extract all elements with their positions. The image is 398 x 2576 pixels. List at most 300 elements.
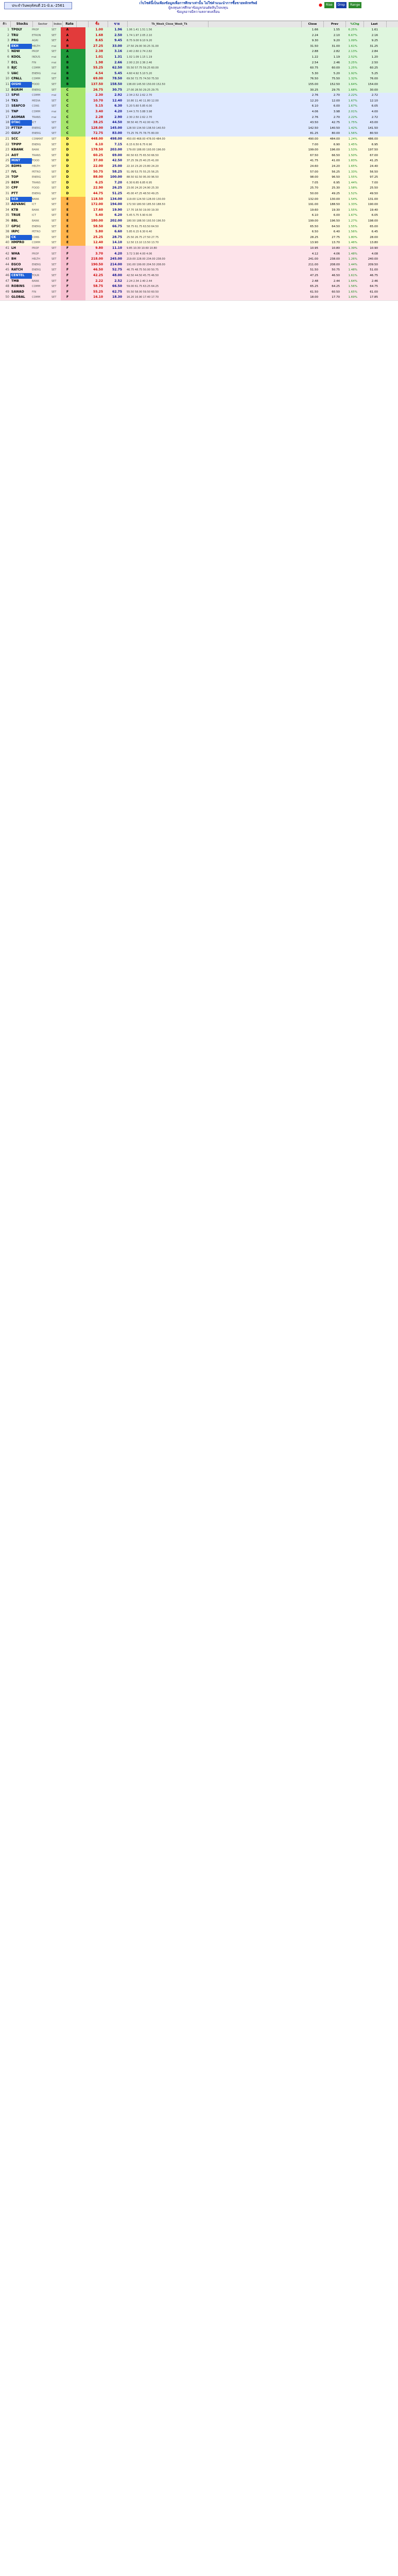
mark-cell bbox=[74, 38, 85, 44]
prev-price: 31.00 bbox=[332, 44, 340, 48]
index-cell: SET bbox=[51, 274, 57, 277]
prev-price: 6.00 bbox=[333, 105, 340, 108]
sell-price: 1.96 bbox=[114, 28, 122, 31]
row-spacer bbox=[204, 273, 297, 279]
row-number: 42 bbox=[5, 251, 9, 256]
stock-symbol: CPF bbox=[11, 186, 18, 190]
col-sector[interactable]: Sector bbox=[33, 21, 53, 27]
close-price: 50.00 bbox=[310, 192, 318, 195]
sell-price: 62.75 bbox=[112, 290, 122, 294]
stock-symbol: UAC bbox=[11, 71, 19, 75]
last-price: 2.16 bbox=[371, 33, 378, 37]
row-number: 43 bbox=[5, 257, 9, 261]
sell-price: 100.00 bbox=[110, 175, 122, 179]
change-percent: 1.83% bbox=[348, 159, 357, 163]
stock-symbol: TRUE bbox=[11, 213, 21, 217]
price-sequence: 60.50 63.75 65.50 66.50 bbox=[127, 154, 159, 157]
mark-cell bbox=[74, 202, 85, 208]
stock-symbol: BEM bbox=[11, 180, 19, 184]
last-price: 28.00 bbox=[370, 235, 378, 239]
rate-cell: D bbox=[61, 191, 74, 197]
buy-price: 50.75 bbox=[93, 170, 103, 174]
sell-price: 245.00 bbox=[110, 257, 122, 261]
mark-cell bbox=[74, 229, 85, 235]
close-price: 1.22 bbox=[312, 56, 318, 59]
price-sequence: 2.24 2.34 2.40 2.44 bbox=[127, 279, 152, 283]
row-spacer bbox=[204, 153, 297, 159]
sell-price: 214.00 bbox=[110, 262, 122, 266]
last-price: 6.05 bbox=[371, 105, 378, 108]
mark-cell bbox=[74, 170, 85, 175]
sell-price: 2.92 bbox=[114, 93, 122, 97]
index-cell: SET bbox=[51, 241, 57, 245]
close-price: 1.66 bbox=[312, 28, 318, 31]
close-price: 4.12 bbox=[312, 252, 318, 256]
mark-cell bbox=[74, 290, 85, 295]
sell-price: 7.20 bbox=[114, 180, 122, 184]
buy-price: 6.25 bbox=[95, 180, 103, 184]
row-number: 5 bbox=[7, 49, 9, 54]
last-price: 80.50 bbox=[370, 132, 378, 135]
stock-symbol: TMB bbox=[11, 279, 19, 283]
row-spacer bbox=[204, 27, 297, 33]
row-number: 13 bbox=[5, 93, 9, 97]
col-no[interactable]: คิว bbox=[0, 21, 11, 27]
row-spacer bbox=[204, 65, 297, 71]
row-spacer bbox=[204, 33, 297, 39]
buy-price: 5.80 bbox=[95, 230, 103, 234]
mark-cell bbox=[74, 240, 85, 246]
row-spacer bbox=[204, 82, 297, 88]
sell-price: 83.00 bbox=[112, 131, 122, 135]
col-buy[interactable]: ซื้อ bbox=[89, 21, 108, 27]
rate-cell: A bbox=[61, 49, 74, 55]
badge-range: Range bbox=[349, 2, 361, 8]
last-price: 6.45 bbox=[371, 230, 378, 234]
rate-cell: F bbox=[61, 257, 74, 262]
stock-symbol: IRPC bbox=[11, 230, 20, 234]
sector-cell: CONS bbox=[32, 105, 40, 108]
row-number: 26 bbox=[5, 164, 9, 168]
close-price: 6.10 bbox=[312, 214, 318, 217]
mark-cell bbox=[74, 109, 85, 115]
last-price: 131.00 bbox=[368, 197, 378, 201]
warning-icon: ● bbox=[319, 3, 322, 7]
buy-price: 38.25 bbox=[93, 121, 103, 125]
rate-cell: F bbox=[61, 267, 74, 273]
mark-cell bbox=[74, 120, 85, 126]
sell-price: 30.75 bbox=[112, 88, 122, 92]
last-price: 10.90 bbox=[370, 247, 378, 250]
sell-price: 11.10 bbox=[112, 246, 122, 250]
close-price: 7.05 bbox=[312, 181, 318, 184]
stock-symbol: CK bbox=[10, 235, 32, 241]
change-percent: 1.56% bbox=[348, 132, 357, 135]
table-row[interactable] bbox=[0, 295, 398, 301]
sector-cell: PETRO bbox=[32, 230, 41, 234]
buy-price: 22.90 bbox=[93, 186, 103, 190]
price-sequence: 45.00 47.25 48.50 49.25 bbox=[127, 192, 159, 195]
buy-price: 190.50 bbox=[91, 262, 103, 266]
index-cell: SET bbox=[51, 279, 57, 283]
close-price: 2.54 bbox=[312, 61, 318, 64]
change-percent: 1.61% bbox=[348, 274, 357, 277]
row-number: 49 bbox=[5, 290, 9, 294]
sector-cell: ICT bbox=[32, 203, 37, 207]
buy-price: 3.70 bbox=[95, 251, 103, 256]
sector-cell: TOUR bbox=[32, 274, 40, 277]
sector-cell: PROP bbox=[32, 50, 39, 54]
row-spacer bbox=[204, 290, 297, 295]
stock-symbol: OISHI bbox=[10, 82, 32, 88]
col-index[interactable]: Index bbox=[53, 21, 63, 27]
index-cell: SET bbox=[51, 258, 57, 261]
row-number: 40 bbox=[5, 241, 9, 245]
row-number: 22 bbox=[5, 142, 9, 146]
price-sequence: 2.30 2.50 2.62 2.70 bbox=[127, 115, 152, 119]
close-price: 490.00 bbox=[308, 138, 318, 141]
mark-cell bbox=[74, 158, 85, 164]
sell-price: 58.25 bbox=[112, 170, 122, 174]
row-number: 2 bbox=[7, 33, 9, 37]
last-price: 190.00 bbox=[368, 203, 378, 207]
index-cell: SET bbox=[51, 181, 57, 184]
sell-price: 69.00 bbox=[112, 153, 122, 157]
price-sequence: 128.50 134.50 138.50 140.50 bbox=[127, 126, 165, 130]
sector-cell: COMM bbox=[32, 241, 41, 245]
prev-price: 41.00 bbox=[332, 159, 340, 163]
last-price: 141.50 bbox=[368, 126, 378, 130]
col-last[interactable]: Last bbox=[364, 21, 387, 27]
legend-badges bbox=[319, 2, 396, 8]
row-number: 24 bbox=[5, 153, 9, 157]
rate-cell: D bbox=[61, 147, 74, 153]
stock-symbol: RATCH bbox=[11, 268, 23, 272]
last-price: 67.00 bbox=[370, 154, 378, 157]
price-sequence: 58.75 61.75 63.50 64.50 bbox=[127, 225, 159, 228]
prev-price: 13.70 bbox=[332, 241, 340, 245]
prev-price: 66.50 bbox=[332, 154, 340, 157]
row-spacer bbox=[204, 120, 297, 126]
change-percent: 1.64% bbox=[348, 83, 357, 86]
price-sequence: 51.00 53.75 55.25 56.25 bbox=[127, 170, 159, 174]
row-spacer bbox=[204, 137, 297, 142]
prev-price: 42.75 bbox=[332, 121, 340, 125]
change-percent: 1.61% bbox=[348, 44, 357, 48]
buy-price: 178.50 bbox=[91, 148, 103, 152]
sector-cell: FOOD bbox=[32, 83, 40, 86]
report-date-title: ประจำวันพฤหัสบดี 21-มิ.ย.-2561 bbox=[4, 2, 72, 9]
rate-cell: F bbox=[61, 279, 74, 284]
close-price: 211.00 bbox=[308, 263, 318, 266]
buy-price: 2.22 bbox=[95, 279, 103, 283]
index-cell: mai bbox=[51, 44, 57, 48]
prev-price: 50.75 bbox=[332, 268, 340, 272]
col-close[interactable]: Close bbox=[302, 21, 324, 27]
sector-cell: ENERG bbox=[32, 143, 41, 146]
col-symbol[interactable]: Stocks bbox=[11, 21, 33, 27]
close-price: 28.25 bbox=[310, 235, 318, 239]
price-sequence: 27.50 29.00 30.25 31.00 bbox=[127, 44, 159, 48]
last-price: 240.00 bbox=[368, 258, 378, 261]
stock-symbol: SEAFCO bbox=[11, 104, 25, 108]
mark-cell bbox=[74, 235, 85, 241]
close-price: 5.30 bbox=[312, 72, 318, 75]
row-spacer bbox=[204, 126, 297, 131]
index-cell: mai bbox=[51, 72, 57, 75]
index-cell: SET bbox=[51, 290, 57, 294]
last-price: 46.75 bbox=[370, 274, 378, 277]
last-price: 60.25 bbox=[370, 66, 378, 70]
index-cell: SET bbox=[51, 33, 57, 37]
change-percent: 1.54% bbox=[348, 197, 357, 201]
sector-cell: HELTH bbox=[32, 44, 40, 48]
close-price: 57.00 bbox=[310, 170, 318, 174]
sector-cell: COMM bbox=[32, 296, 41, 299]
buy-price: 55.25 bbox=[93, 290, 103, 294]
sell-price: 48.00 bbox=[112, 274, 122, 277]
mark-cell bbox=[74, 65, 85, 71]
sell-price: 194.00 bbox=[110, 202, 122, 207]
row-number: 7 bbox=[7, 60, 9, 64]
mark-cell bbox=[74, 273, 85, 279]
last-price: 197.50 bbox=[368, 148, 378, 152]
row-spacer bbox=[204, 131, 297, 137]
rate-cell: C bbox=[61, 98, 74, 104]
change-percent: 1.64% bbox=[348, 279, 357, 283]
index-cell: mai bbox=[51, 56, 57, 59]
index-cell: SET bbox=[51, 263, 57, 266]
col-sell[interactable]: ขาย bbox=[108, 21, 128, 27]
close-price: 81.25 bbox=[310, 132, 318, 135]
prev-price: 9.20 bbox=[333, 39, 340, 43]
prev-price: 140.50 bbox=[330, 126, 340, 130]
row-spacer bbox=[204, 229, 297, 235]
sector-cell: TRANS bbox=[32, 154, 41, 157]
sector-cell: ENERG bbox=[32, 192, 41, 195]
sell-price: 12.40 bbox=[112, 98, 122, 103]
col-spacer bbox=[209, 21, 302, 27]
index-cell: SET bbox=[51, 230, 57, 234]
price-sequence: 88.50 92.50 95.00 96.50 bbox=[127, 176, 159, 179]
close-price: 2.24 bbox=[312, 33, 318, 37]
change-percent: 1.58% bbox=[348, 187, 357, 190]
rate-cell: F bbox=[61, 246, 74, 251]
index-cell: SET bbox=[51, 214, 57, 217]
rate-cell: C bbox=[61, 109, 74, 115]
last-price: 12.10 bbox=[370, 99, 378, 103]
change-percent: 1.68% bbox=[348, 88, 357, 92]
change-percent: 1.09% bbox=[348, 39, 357, 43]
mark-cell bbox=[74, 295, 85, 300]
sell-price: 203.00 bbox=[110, 148, 122, 152]
rate-cell: B bbox=[61, 44, 74, 49]
index-cell: SET bbox=[51, 143, 57, 146]
stock-symbol: WHA bbox=[11, 251, 20, 256]
buy-price: 8.65 bbox=[95, 39, 103, 43]
sheet-header bbox=[0, 0, 398, 27]
index-cell: SET bbox=[51, 121, 57, 125]
prev-price: 10.80 bbox=[332, 247, 340, 250]
sell-price: 18.30 bbox=[112, 295, 122, 299]
prev-price: 27.75 bbox=[332, 235, 340, 239]
row-number: 41 bbox=[5, 246, 9, 250]
row-spacer bbox=[204, 251, 297, 257]
buy-price: 72.75 bbox=[93, 131, 103, 135]
buy-price: 22.00 bbox=[93, 164, 103, 168]
sell-price: 6.60 bbox=[114, 230, 122, 234]
col-prev[interactable]: Prev bbox=[324, 21, 346, 27]
index-cell: SET bbox=[51, 247, 57, 250]
last-price: 31.25 bbox=[370, 44, 378, 48]
price-sequence: 6.30 6.65 6.85 6.95 bbox=[127, 181, 152, 184]
row-number: 45 bbox=[5, 268, 9, 272]
buy-price: 16.10 bbox=[93, 295, 103, 299]
row-spacer bbox=[204, 49, 297, 55]
mark-cell bbox=[74, 208, 85, 213]
buy-price: 172.00 bbox=[91, 202, 103, 207]
rate-cell: B bbox=[61, 76, 74, 82]
rate-cell: E bbox=[61, 240, 74, 246]
sector-cell: PROP bbox=[32, 247, 39, 250]
sector-cell: ENERG bbox=[32, 72, 41, 75]
index-cell: SET bbox=[51, 225, 57, 228]
price-sequence: 69.50 72.75 74.50 75.50 bbox=[127, 77, 159, 81]
stock-symbol: LH bbox=[11, 246, 16, 250]
sell-price: 19.90 bbox=[112, 208, 122, 212]
sell-price: 44.50 bbox=[112, 121, 122, 125]
index-cell: SET bbox=[51, 159, 57, 163]
sell-price: 26.25 bbox=[112, 186, 122, 190]
row-number: 25 bbox=[5, 159, 9, 163]
stock-symbol: EGCO bbox=[11, 262, 21, 266]
rate-cell: A bbox=[61, 55, 74, 60]
change-percent: 3.25% bbox=[348, 61, 357, 64]
stock-symbol: BJC bbox=[11, 66, 18, 70]
mark-cell bbox=[74, 175, 85, 180]
index-cell: SET bbox=[51, 39, 57, 43]
index-cell: SET bbox=[51, 132, 57, 135]
row-number: 12 bbox=[5, 88, 9, 92]
row-number: 28 bbox=[5, 175, 9, 179]
change-percent: 1.46% bbox=[348, 241, 357, 245]
close-price: 155.00 bbox=[308, 83, 318, 86]
stock-symbol: SCC bbox=[11, 137, 19, 141]
sell-price: 2.52 bbox=[114, 279, 122, 283]
prev-price: 96.50 bbox=[332, 176, 340, 179]
mark-cell bbox=[74, 131, 85, 137]
price-sequence: 180.50 188.50 193.50 196.50 bbox=[127, 219, 165, 223]
rate-cell: C bbox=[61, 131, 74, 137]
close-price: 2.76 bbox=[312, 115, 318, 119]
price-sequence: 2.40 2.60 2.74 2.82 bbox=[127, 50, 152, 54]
sell-price: 62.50 bbox=[112, 66, 122, 70]
rate-cell: C bbox=[61, 115, 74, 121]
sector-cell: ICT bbox=[32, 121, 37, 125]
index-cell: SET bbox=[51, 268, 57, 272]
mark-cell bbox=[74, 153, 85, 159]
sell-price: 3.16 bbox=[114, 49, 122, 54]
sell-price: 498.00 bbox=[110, 137, 122, 141]
rate-cell: C bbox=[61, 88, 74, 93]
prev-price: 6.40 bbox=[333, 230, 340, 234]
rate-cell: F bbox=[61, 262, 74, 268]
index-cell: SET bbox=[51, 148, 57, 152]
sell-price: 6.30 bbox=[114, 104, 122, 108]
col-sequence[interactable]: Tk_Week_Close_Week_Tk bbox=[128, 21, 209, 27]
sector-cell: CONS bbox=[32, 235, 40, 239]
buy-price: 1.98 bbox=[95, 60, 103, 64]
stock-symbol: MINT bbox=[10, 158, 32, 164]
prev-price: 80.00 bbox=[332, 132, 340, 135]
prev-price: 25.30 bbox=[332, 187, 340, 190]
row-number: 44 bbox=[5, 262, 9, 266]
mark-cell bbox=[74, 137, 85, 142]
row-number: 29 bbox=[5, 180, 9, 184]
index-cell: mai bbox=[51, 94, 57, 97]
prev-price: 196.50 bbox=[330, 219, 340, 223]
mark-cell bbox=[74, 213, 85, 218]
rate-cell: D bbox=[61, 142, 74, 148]
index-cell: SET bbox=[51, 165, 57, 168]
price-sequence: 55.50 57.75 59.25 60.00 bbox=[127, 66, 159, 70]
buy-price: 69.00 bbox=[93, 77, 103, 81]
last-price: 486.00 bbox=[368, 138, 378, 141]
close-price: 65.25 bbox=[310, 285, 318, 289]
column-header-row bbox=[0, 21, 398, 28]
prev-price: 188.50 bbox=[330, 203, 340, 207]
close-price: 30.25 bbox=[310, 88, 318, 92]
sell-price: 66.75 bbox=[112, 224, 122, 228]
last-price: 6.05 bbox=[371, 214, 378, 217]
sector-cell: HELTH bbox=[32, 165, 40, 168]
row-spacer bbox=[204, 267, 297, 273]
index-cell: SET bbox=[51, 203, 57, 207]
sector-cell: BANK bbox=[32, 148, 39, 152]
change-percent: 1.67% bbox=[348, 99, 357, 103]
index-cell: SET bbox=[51, 50, 57, 54]
stock-symbol: TKS bbox=[11, 98, 19, 103]
change-percent: 1.32% bbox=[348, 77, 357, 81]
mark-cell bbox=[74, 27, 85, 33]
mark-cell bbox=[74, 126, 85, 131]
close-price: 4.06 bbox=[312, 110, 318, 113]
sell-price: 33.00 bbox=[112, 44, 122, 48]
row-spacer bbox=[204, 235, 297, 241]
sell-price: 28.75 bbox=[112, 235, 122, 239]
price-sequence: 12.50 13.10 13.50 13.70 bbox=[127, 241, 159, 245]
price-sequence: 17.70 18.50 19.00 19.30 bbox=[127, 208, 159, 212]
price-sequence: 5.85 6.15 6.30 6.40 bbox=[127, 230, 152, 234]
price-sequence: 119.00 124.50 128.00 130.00 bbox=[127, 197, 165, 201]
close-price: 12.20 bbox=[310, 99, 318, 103]
row-number: 4 bbox=[7, 44, 9, 48]
row-spacer bbox=[204, 175, 297, 180]
row-number: 8 bbox=[7, 66, 9, 70]
col-change[interactable]: %Chg bbox=[346, 21, 364, 27]
stock-symbol: DTAC bbox=[10, 120, 32, 126]
sell-price: 1.31 bbox=[114, 55, 122, 59]
buy-price: 10.70 bbox=[93, 98, 103, 103]
sector-cell: BANK bbox=[32, 219, 39, 223]
col-rate[interactable]: Rate bbox=[63, 21, 77, 27]
stock-symbol: HMPRO bbox=[11, 241, 25, 245]
row-number: 20 bbox=[5, 131, 9, 135]
change-percent: 1.42% bbox=[348, 126, 357, 130]
index-cell: mai bbox=[51, 61, 57, 64]
last-price: 65.00 bbox=[370, 225, 378, 228]
prev-price: 29.75 bbox=[332, 88, 340, 92]
